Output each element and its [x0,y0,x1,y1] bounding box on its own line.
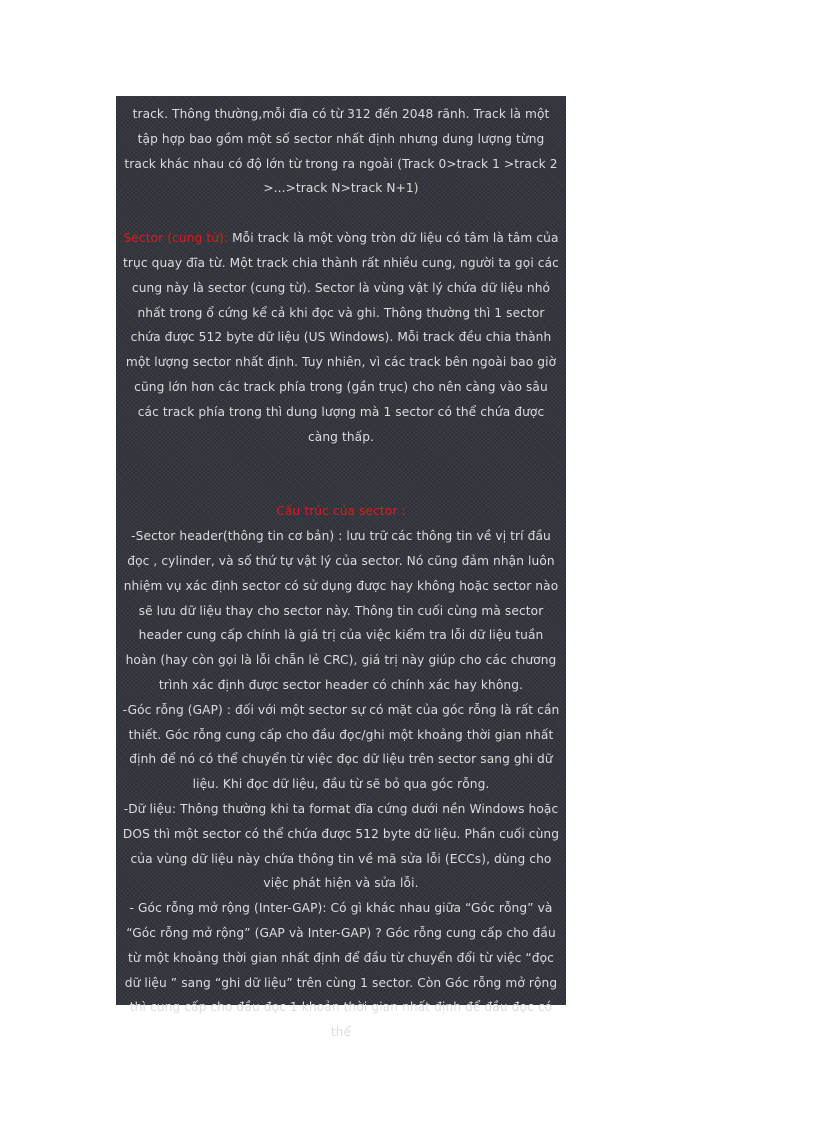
paragraph-sector [122,226,560,449]
item-inter-gap: - Góc rỗng mở rộng (Inter-GAP): Có gì khác nhau giữa “Góc rỗng” và “Góc rỗng mở rộng” (GAP và Inter-GAP) ? Góc rỗng cung cấp cho đầu từ một khoảng thời gian nhất định để đầu từ chuyển đổi từ việc “đọc dữ liệu ” sang “ghi dữ liệu” trên cùng 1 sector. Còn Góc rỗng mở rộng thì cung cấp cho đầu đọc 1 khoản thời gian nhất định để đầu đọc có thể [124,901,558,1040]
article-body [122,102,560,1045]
spacer [122,201,560,226]
item-data: -Dữ liệu: Thông thường khi ta format đĩa cứng dưới nền Windows hoặc DOS thì một sector có thể chứa được 512 byte dữ liệu. Phần cuối cùng của vùng dữ liệu này chứa thông tin về mã sửa lỗi (ECCs), dùng cho việc phát hiện và sửa lỗi. [122,801,560,891]
paragraph-track: track. Thông thường,mỗi đĩa có từ 312 đến 2048 rãnh. Track là một tập hợp bao gồm một số sector nhất định nhưng dung lượng từng track khác nhau có độ lớn từ trong ra ngoài (Track 0>track 1 >track 2 >...>track N>track N+1) [124,107,558,196]
sector-body: Mỗi track là một vòng tròn dữ liệu có tâm là tâm của trục quay đĩa từ. Một track chia thành rất nhiều cung, người ta gọi các cung này là sector (cung từ). Sector là vùng vật lý chứa dữ liệu nhỏ nhất trong ổ cứng kể cả khi đọc và ghi. Thông thường thì 1 sector chứa được 512 byte dữ liệu (US Windows). Mỗi track đều chia thành một lượng sector nhất định. Tuy nhiên, vì các track bên ngoài bao giờ cũng lớn hơn các track phía trong (gần trục) cho nên càng vào sâu các track phía trong thì dung lượng mà 1 sector có thể chứa được càng thấp. [123,231,559,444]
content-panel [116,96,566,1040]
spacer [122,449,560,499]
sector-heading: Sector (cung từ): [123,231,229,246]
item-gap: -Góc rỗng (GAP) : đối với một sector sự có mặt của góc rỗng là rất cần thiết. Góc rỗng cung cấp cho đầu đọc/ghi một khoảng thời gian nhất định để nó có thể chuyển từ việc đọc dữ liệu trên sector sang ghi dữ liệu. Khi đọc dữ liệu, đầu từ sẽ bỏ qua góc rỗng. [122,702,560,792]
item-sector-header: -Sector header(thông tin cơ bản) : lưu trữ các thông tin về vị trí đầu đọc , cylinder, và số thứ tự vật lý của sector. Nó cũng đảm nhận luôn nhiệm vụ xác định sector có sử dụng được hay không hoặc sector nào sẽ lưu dữ liệu thay cho sector này. Thông tin cuối cùng mà sector header cung cấp chính là giá trị của việc kiểm tra lỗi dữ liệu tuần hoàn (hay còn gọi là lỗi chẵn lẻ CRC), giá trị này giúp cho các chương trình xác định được sector header có chính xác hay không. [123,529,559,692]
structure-heading: Cấu trúc của sector : [276,504,406,519]
